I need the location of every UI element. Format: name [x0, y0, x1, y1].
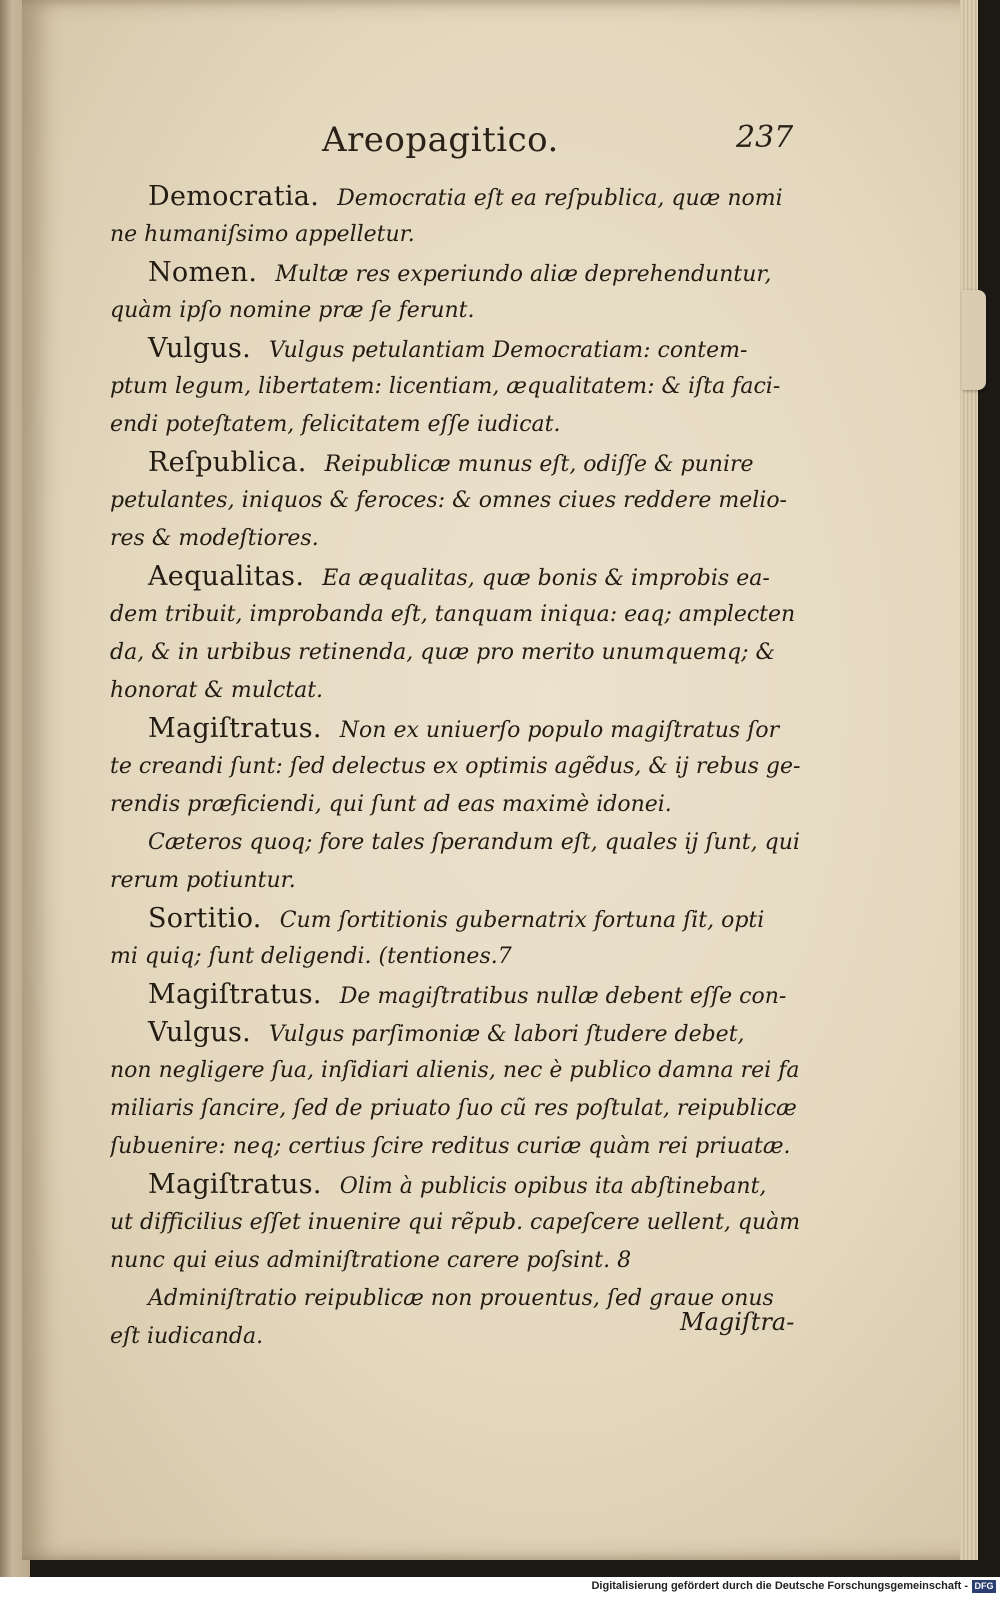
- line-text: mi quiq; ſunt deligendi. (tentiones.7: [110, 944, 512, 969]
- text-line: [110, 482, 805, 520]
- text-line: [110, 406, 805, 444]
- text-line: [110, 216, 805, 254]
- marginal-keyword: Aequalitas.: [148, 561, 305, 592]
- line-text: nunc qui eius adminiſtratione carere poſsint. 8: [110, 1248, 632, 1273]
- line-text: rendis præficiendi, qui ſunt ad eas maximè idonei.: [110, 792, 672, 817]
- text-line: [110, 900, 805, 938]
- line-text: Cæteros quoq; fore tales ſperandum eſt, quales ij ſunt, qui: [148, 830, 800, 855]
- marginal-keyword: Reſpublica.: [148, 447, 307, 478]
- marginal-keyword: Magiſtratus.: [148, 979, 322, 1010]
- text-line: [110, 254, 805, 292]
- marginal-keyword: Sortitio.: [148, 903, 262, 934]
- line-text: rerum potiuntur.: [110, 868, 296, 893]
- running-head: Areopagitico.: [322, 120, 559, 160]
- footer-credit: Digitalisierung gefördert durch die Deutsche Forschungsgemeinschaft -: [591, 1580, 968, 1592]
- marginal-keyword: Vulgus.: [148, 1017, 252, 1048]
- text-line: [110, 1014, 805, 1052]
- text-line: [110, 862, 805, 900]
- line-text: Democratia eſt ea reſpublica, quæ nomi: [337, 186, 783, 211]
- footer-bar: [0, 1577, 1000, 1597]
- text-line: [110, 330, 805, 368]
- line-text: Adminiſtratio reipublicæ non prouentus, ſed graue onus: [148, 1286, 774, 1311]
- text-line: [110, 672, 805, 710]
- line-text: Vulgus parſimoniæ & labori ſtudere debet,: [269, 1022, 745, 1047]
- line-text: miliaris ſancire, ſed de priuato ſuo cũ res poſtulat, reipublicæ: [110, 1096, 797, 1121]
- line-text: ut difficilius eſſet inuenire qui rẽpub. capeſcere uellent, quàm: [110, 1210, 801, 1235]
- body-text: [110, 178, 805, 1356]
- line-text: Olim à publicis opibus ita abſtinebant,: [339, 1174, 767, 1199]
- line-text: non negligere ſua, inſidiari alienis, nec è publico damna rei fa: [110, 1058, 800, 1083]
- catchword: Magiſtra-: [680, 1308, 795, 1336]
- text-line: [110, 520, 805, 558]
- line-text: petulantes, iniquos & feroces: & omnes ciues reddere melio-: [110, 488, 787, 513]
- text-line: [110, 1090, 805, 1128]
- text-line: [110, 634, 805, 672]
- line-text: Cum ſortitionis gubernatrix fortuna ſit, opti: [279, 908, 765, 933]
- line-text: Reipublicæ munus eſt, odiſſe & punire: [324, 452, 754, 477]
- text-line: [110, 710, 805, 748]
- marginal-keyword: Magiſtratus.: [148, 1169, 322, 1200]
- line-text: endi poteſtatem, felicitatem eſſe iudicat.: [110, 412, 561, 437]
- text-line: [110, 1166, 805, 1204]
- line-text: Multæ res experiundo aliæ deprehenduntur,: [275, 262, 772, 287]
- text-line: [110, 786, 805, 824]
- marginal-keyword: Vulgus.: [148, 333, 252, 364]
- line-text: quàm ipſo nomine præ ſe ferunt.: [110, 298, 475, 323]
- marginal-keyword: Magiſtratus.: [148, 713, 322, 744]
- text-line: [110, 748, 805, 786]
- line-text: ne humaniſsimo appelletur.: [110, 222, 415, 247]
- line-text: Vulgus petulantiam Democratiam: contem-: [269, 338, 748, 363]
- line-text: honorat & mulctat.: [110, 678, 324, 703]
- marginal-keyword: Democratia.: [148, 181, 320, 212]
- text-line: [110, 368, 805, 406]
- marginal-keyword: Nomen.: [148, 257, 258, 288]
- dfg-logo: DFG: [972, 1580, 996, 1593]
- line-text: Ea æqualitas, quæ bonis & improbis ea-: [322, 566, 770, 591]
- line-text: te creandi ſunt: ſed delectus ex optimis agẽdus, & ij rebus ge-: [110, 754, 801, 779]
- line-text: Non ex uniuerſo populo magiſtratus ſor: [339, 718, 780, 743]
- text-line: [110, 292, 805, 330]
- line-text: da, & in urbibus retinenda, quæ pro merito unumquemq; &: [110, 640, 776, 665]
- line-text: De magiſtratibus nullæ debent eſſe con-: [339, 984, 787, 1009]
- line-text: res & modeſtiores.: [110, 526, 319, 551]
- text-line: [110, 824, 805, 862]
- text-line: [110, 178, 805, 216]
- text-line: [110, 558, 805, 596]
- page-tab-marker: [962, 290, 986, 390]
- page-number: 237: [736, 120, 794, 155]
- line-text: eſt iudicanda.: [110, 1324, 264, 1349]
- line-text: ſubuenire: neq; certius ſcire reditus curiæ quàm rei priuatæ.: [110, 1134, 791, 1159]
- text-line: [110, 976, 805, 1014]
- page-header: [0, 120, 1000, 170]
- text-line: [110, 938, 805, 976]
- text-line: [110, 1052, 805, 1090]
- page-block-edge: [960, 0, 978, 1560]
- text-line: [110, 444, 805, 482]
- line-text: ptum legum, libertatem: licentiam, æqualitatem: & iſta faci-: [110, 374, 781, 399]
- text-line: [110, 1204, 805, 1242]
- text-line: [110, 596, 805, 634]
- text-line: [110, 1242, 805, 1280]
- text-line: [110, 1128, 805, 1166]
- line-text: dem tribuit, improbanda eſt, tanquam iniqua: eaq; amplecten: [110, 602, 796, 627]
